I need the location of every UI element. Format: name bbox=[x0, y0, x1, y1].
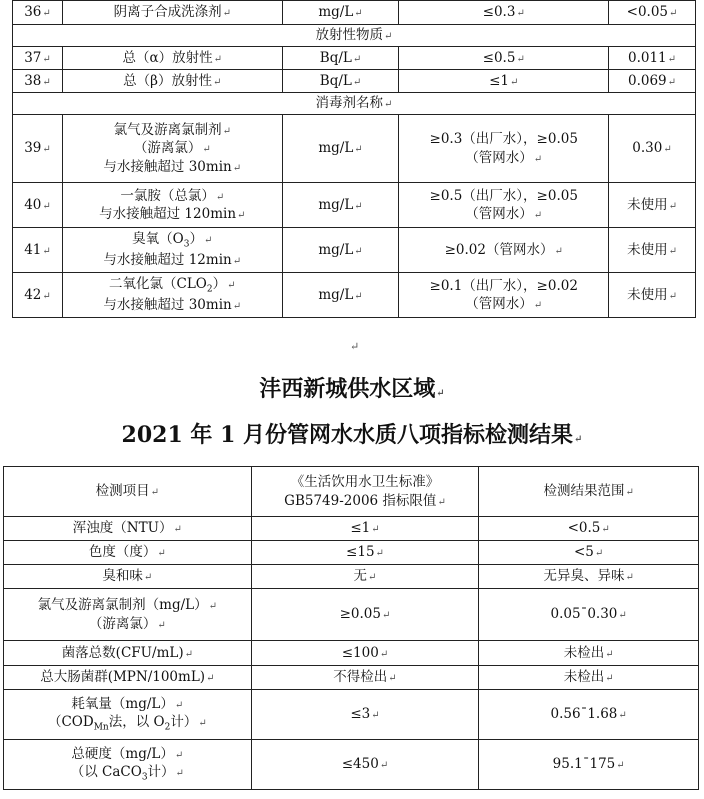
row-limit: ≥0.05↵ bbox=[251, 589, 479, 641]
row-item: 氯气及游离氯制剂↵ （游离氯）↵ 与水接触超过 30min↵ bbox=[62, 115, 282, 183]
table-row bbox=[4, 641, 699, 666]
table-row bbox=[4, 740, 699, 790]
row-limit: ≥0.02（管网水）↵ bbox=[399, 228, 609, 273]
row-result: 0.30↵ bbox=[609, 115, 696, 183]
row-limit: ≤0.3↵ bbox=[399, 1, 609, 25]
row-no: 37↵ bbox=[13, 47, 63, 70]
table-row bbox=[13, 228, 696, 273]
row-item: 氯气及游离氯制剂（mg/L）↵ （游离氯）↵ bbox=[4, 589, 252, 641]
table-row bbox=[13, 273, 696, 318]
row-item: 总（β）放射性↵ bbox=[62, 70, 282, 93]
row-result: 0.05¯0.30↵ bbox=[479, 589, 699, 641]
row-limit: ≥0.3（出厂水），≥0.05 （管网水）↵ bbox=[399, 115, 609, 183]
indicator-table-b bbox=[3, 466, 699, 790]
row-no: 36↵ bbox=[13, 1, 63, 25]
row-result: 未使用↵ bbox=[609, 183, 696, 228]
row-no: 42↵ bbox=[13, 273, 63, 318]
row-unit: mg/L↵ bbox=[282, 115, 399, 183]
row-no: 40↵ bbox=[13, 183, 63, 228]
row-no: 39↵ bbox=[13, 115, 63, 183]
row-result: <0.5↵ bbox=[479, 517, 699, 541]
row-unit: mg/L↵ bbox=[282, 1, 399, 25]
row-item: 菌落总数(CFU/mL)↵ bbox=[4, 641, 252, 666]
section-row bbox=[13, 93, 696, 115]
table-row bbox=[4, 589, 699, 641]
table-row bbox=[13, 70, 696, 93]
row-limit: ≤1↵ bbox=[399, 70, 609, 93]
row-item: 臭氧$(O_3)↵$ 与水接触超过 12min↵ bbox=[62, 228, 282, 273]
row-item: 浑浊度（NTU）↵ bbox=[4, 517, 252, 541]
page-title-line-2: 2021 年 1 月份管网水水质八项指标检测结果↵ bbox=[121, 422, 583, 448]
row-no: 38↵ bbox=[13, 70, 63, 93]
row-result: 0.011↵ bbox=[609, 47, 696, 70]
row-item: 耗氧量（mg/L）↵ （$COD_{Mn}$法，以 $O_2$计）↵ bbox=[4, 690, 252, 740]
row-result: <0.05↵ bbox=[609, 1, 696, 25]
row-unit: Bq/L↵ bbox=[282, 70, 399, 93]
row-unit: mg/L↵ bbox=[282, 228, 399, 273]
row-limit: ≤100↵ bbox=[251, 641, 479, 666]
table-row bbox=[4, 541, 699, 565]
row-result: 未检出↵ bbox=[479, 641, 699, 666]
paragraph-mark: ↵ bbox=[350, 340, 360, 353]
row-result: 未使用↵ bbox=[609, 228, 696, 273]
row-item: 二氧化氯$(CLO_2)↵$ 与水接触超过 30min↵ bbox=[62, 273, 282, 318]
table-row bbox=[13, 115, 696, 183]
section-row bbox=[13, 25, 696, 47]
table-row bbox=[13, 47, 696, 70]
row-result: <5↵ bbox=[479, 541, 699, 565]
row-limit: ≤3↵ bbox=[251, 690, 479, 740]
row-item: 总硬度（mg/L）↵ （以 CaCO$_3$计）↵ bbox=[4, 740, 252, 790]
header-result: 检测结果范围↵ bbox=[479, 467, 699, 517]
row-limit: 无↵ bbox=[251, 565, 479, 589]
row-item: 色度（度）↵ bbox=[4, 541, 252, 565]
table-row bbox=[4, 565, 699, 589]
table-row bbox=[4, 517, 699, 541]
row-result: 未使用↵ bbox=[609, 273, 696, 318]
row-limit: ≤1↵ bbox=[251, 517, 479, 541]
section-title: 放射性物质↵ bbox=[13, 25, 696, 47]
table-row bbox=[13, 183, 696, 228]
row-item: 总大肠菌群(MPN/100mL)↵ bbox=[4, 666, 252, 690]
row-limit: ≤450↵ bbox=[251, 740, 479, 790]
header-row bbox=[4, 467, 699, 517]
table-row bbox=[4, 666, 699, 690]
indicator-table-a bbox=[12, 0, 696, 318]
row-unit: mg/L↵ bbox=[282, 183, 399, 228]
row-limit: 不得检出↵ bbox=[251, 666, 479, 690]
row-limit: ≤15↵ bbox=[251, 541, 479, 565]
page-title-line-1: 沣西新城供水区域↵ bbox=[259, 376, 445, 402]
row-result: 0.069↵ bbox=[609, 70, 696, 93]
section-title: 消毒剂名称↵ bbox=[13, 93, 696, 115]
row-result: 0.56¯1.68↵ bbox=[479, 690, 699, 740]
row-unit: Bq/L↵ bbox=[282, 47, 399, 70]
row-no: 41↵ bbox=[13, 228, 63, 273]
row-result: 95.1¯175↵ bbox=[479, 740, 699, 790]
header-item: 检测项目↵ bbox=[4, 467, 252, 517]
row-result: 无异臭、异味↵ bbox=[479, 565, 699, 589]
row-item: 一氯胺（总氯）↵ 与水接触超过 120min↵ bbox=[62, 183, 282, 228]
row-limit: ≥0.5（出厂水），≥0.05 （管网水）↵ bbox=[399, 183, 609, 228]
row-limit: ≥0.1（出厂水），≥0.02 （管网水）↵ bbox=[399, 273, 609, 318]
row-item: 阴离子合成洗涤剂↵ bbox=[62, 1, 282, 25]
row-limit: ≤0.5↵ bbox=[399, 47, 609, 70]
row-item: 臭和味↵ bbox=[4, 565, 252, 589]
row-result: 未检出↵ bbox=[479, 666, 699, 690]
table-row bbox=[13, 1, 696, 25]
header-standard: 《生活饮用水卫生标准》 GB5749-2006 指标限值↵ bbox=[251, 467, 479, 517]
table-row bbox=[4, 690, 699, 740]
row-item: 总（α）放射性↵ bbox=[62, 47, 282, 70]
row-unit: mg/L↵ bbox=[282, 273, 399, 318]
